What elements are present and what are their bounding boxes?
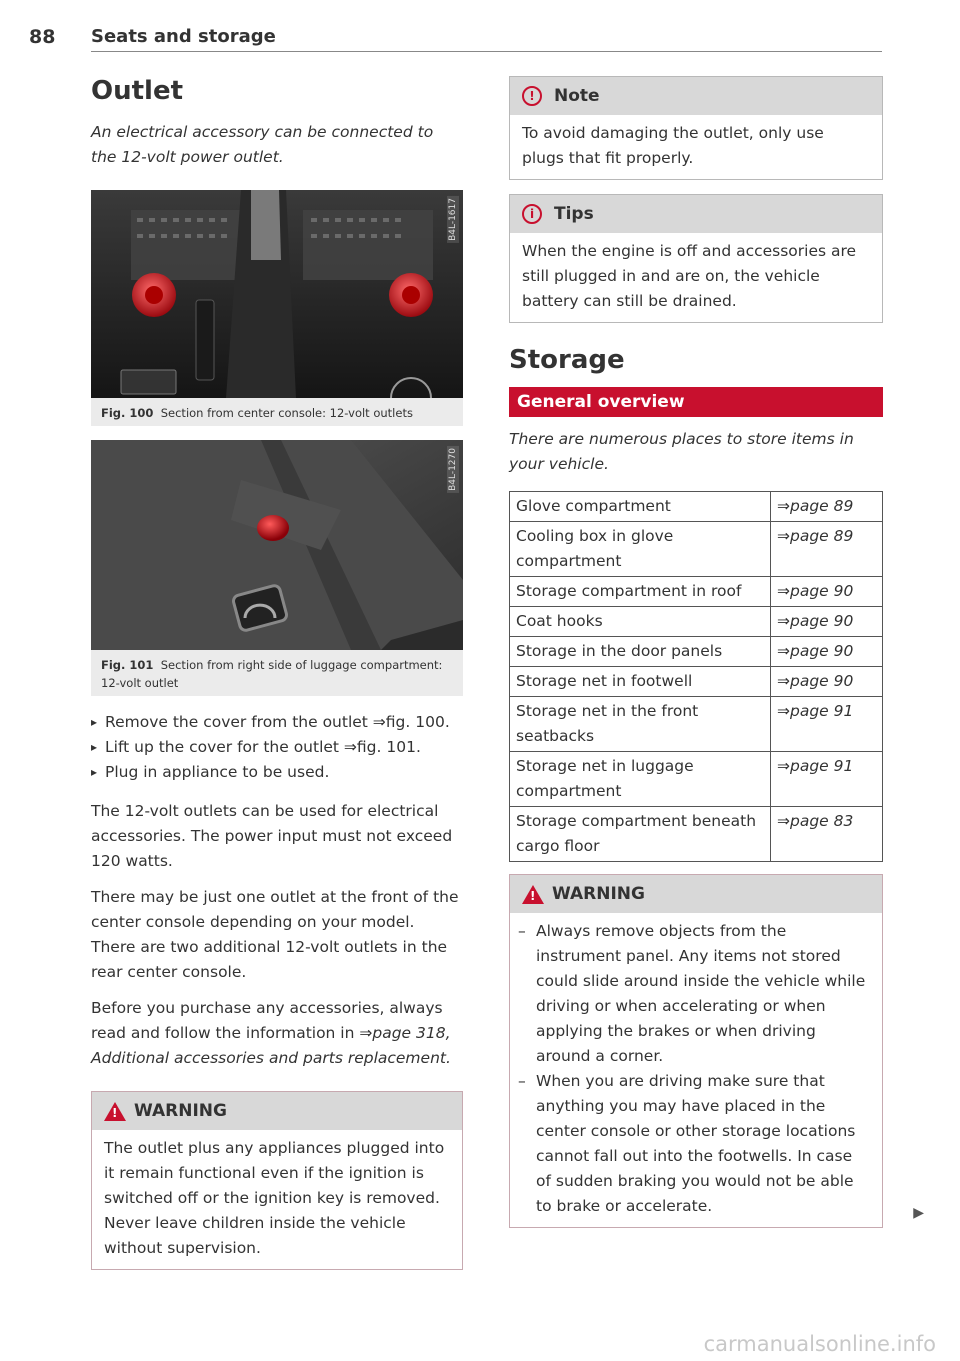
table-row	[510, 607, 883, 637]
warning-list	[510, 913, 882, 1227]
page-number: 88	[29, 26, 56, 48]
page-reference-link[interactable]: ⇒page 91	[771, 697, 883, 752]
outlet-heading: Outlet	[91, 76, 184, 106]
storage-item: Cooling box in glove compartment	[510, 522, 771, 577]
figure-caption-text: Section from right side of luggage compartment: 12-volt outlet	[101, 658, 443, 690]
warning-triangle-icon: !	[104, 1102, 126, 1121]
warning-label: WARNING	[134, 1101, 227, 1121]
storage-item: Coat hooks	[510, 607, 771, 637]
page-reference-link[interactable]: ⇒page 89	[771, 522, 883, 577]
page-reference-link[interactable]: ⇒page 90	[771, 577, 883, 607]
storage-intro: There are numerous places to store items in your vehicle.	[509, 430, 854, 473]
figure-100	[91, 190, 463, 426]
step-item: ▸ Plug in appliance to be used.	[91, 760, 463, 785]
note-header	[510, 77, 882, 115]
storage-warning-box	[509, 874, 924, 1228]
storage-item: Storage in the door panels	[510, 637, 771, 667]
figure-101	[91, 440, 463, 696]
center-console-photo	[91, 190, 463, 398]
warning-triangle-icon: !	[522, 885, 544, 904]
table-row	[510, 577, 883, 607]
warning-header	[510, 875, 882, 913]
figure-label: Fig. 100	[101, 406, 154, 420]
outlet-power-paragraph: The 12-volt outlets can be used for electrical accessories. The power input must not exceed 120 watts.	[91, 802, 453, 870]
step-item: ▸ Lift up the cover for the outlet ⇒fig. 101.	[91, 735, 463, 760]
figure-id: B4L-1270	[448, 448, 458, 491]
storage-table	[509, 491, 883, 862]
table-row	[510, 492, 883, 522]
storage-item: Storage net in footwell	[510, 667, 771, 697]
left-column	[91, 72, 463, 1270]
figure-caption-text: Section from center console: 12-volt outlets	[160, 406, 413, 420]
accessories-text: Before you purchase any accessories, always read and follow the information in	[91, 999, 443, 1042]
warning-item: – When you are driving make sure that anything you may have placed in the center console or other storage locations cannot fall out into the footwells. In case of sudden braking you would not be able to brake or accelerate.	[510, 1069, 870, 1219]
page-header	[29, 24, 882, 52]
step-item: ▸ Remove the cover from the outlet ⇒fig. 100.	[91, 710, 463, 735]
luggage-compartment-illustration	[91, 440, 463, 650]
tips-header	[510, 195, 882, 233]
right-column	[509, 76, 924, 1228]
outlet-count-paragraph: There may be just one outlet at the front of the center console depending on your model. There are two additional 12-volt outlets in the rear center console.	[91, 888, 459, 981]
warning-item: – Always remove objects from the instrument panel. Any items not stored could slide around inside the vehicle while driving or when accelerating or when applying the brakes or when driving around a corner.	[510, 919, 870, 1069]
note-text: To avoid damaging the outlet, only use plugs that fit properly.	[522, 124, 824, 167]
tips-label: Tips	[554, 204, 594, 224]
note-circle-icon: !	[522, 86, 542, 106]
storage-item: Storage compartment in roof	[510, 577, 771, 607]
luggage-compartment-photo	[91, 440, 463, 650]
warning-header	[92, 1092, 462, 1130]
storage-item: Glove compartment	[510, 492, 771, 522]
outlet-warning-box	[91, 1091, 463, 1270]
outlet-intro: An electrical accessory can be connected to the 12-volt power outlet.	[91, 123, 434, 166]
table-row	[510, 667, 883, 697]
storage-item: Storage compartment beneath cargo floor	[510, 807, 771, 862]
accessories-paragraph	[91, 996, 463, 1071]
warning-text: The outlet plus any appliances plugged into it remain functional even if the ignition is switched off or the ignition key is removed. Never leave children inside the vehicle without supervision.	[104, 1139, 445, 1257]
accessories-page-link[interactable]: ⇒page 318, Additional accessories and parts replacement.	[91, 1024, 451, 1067]
figure-id: B4L-1617	[448, 198, 458, 241]
table-row	[510, 522, 883, 577]
storage-item: Storage net in the front seatbacks	[510, 697, 771, 752]
figure-caption	[91, 398, 463, 426]
page-reference-link[interactable]: ⇒page 89	[771, 492, 883, 522]
step-list	[91, 710, 463, 785]
page-reference-link[interactable]: ⇒page 90	[771, 637, 883, 667]
tips-text: When the engine is off and accessories are still plugged in and are on, the vehicle battery can still be drained.	[522, 242, 857, 310]
info-circle-icon: i	[522, 204, 542, 224]
watermark: carmanualsonline.info	[703, 1332, 936, 1356]
page-reference-link[interactable]: ⇒page 90	[771, 607, 883, 637]
storage-item: Storage net in luggage compartment	[510, 752, 771, 807]
continue-arrow-icon: ▶	[913, 1205, 924, 1221]
page-reference-link[interactable]: ⇒page 91	[771, 752, 883, 807]
figure-label: Fig. 101	[101, 658, 154, 672]
note-box	[509, 76, 883, 180]
table-row	[510, 637, 883, 667]
warning-label: WARNING	[552, 884, 645, 904]
page-reference-link[interactable]: ⇒page 83	[771, 807, 883, 862]
table-row	[510, 697, 883, 752]
table-row	[510, 807, 883, 862]
tips-box	[509, 194, 883, 323]
figure-caption	[91, 650, 463, 696]
table-row	[510, 752, 883, 807]
center-console-illustration	[91, 190, 463, 398]
storage-heading: Storage	[509, 345, 625, 375]
general-overview-banner: General overview	[509, 387, 883, 417]
section-title: Seats and storage	[91, 26, 276, 47]
page-reference-link[interactable]: ⇒page 90	[771, 667, 883, 697]
note-label: Note	[554, 86, 600, 106]
